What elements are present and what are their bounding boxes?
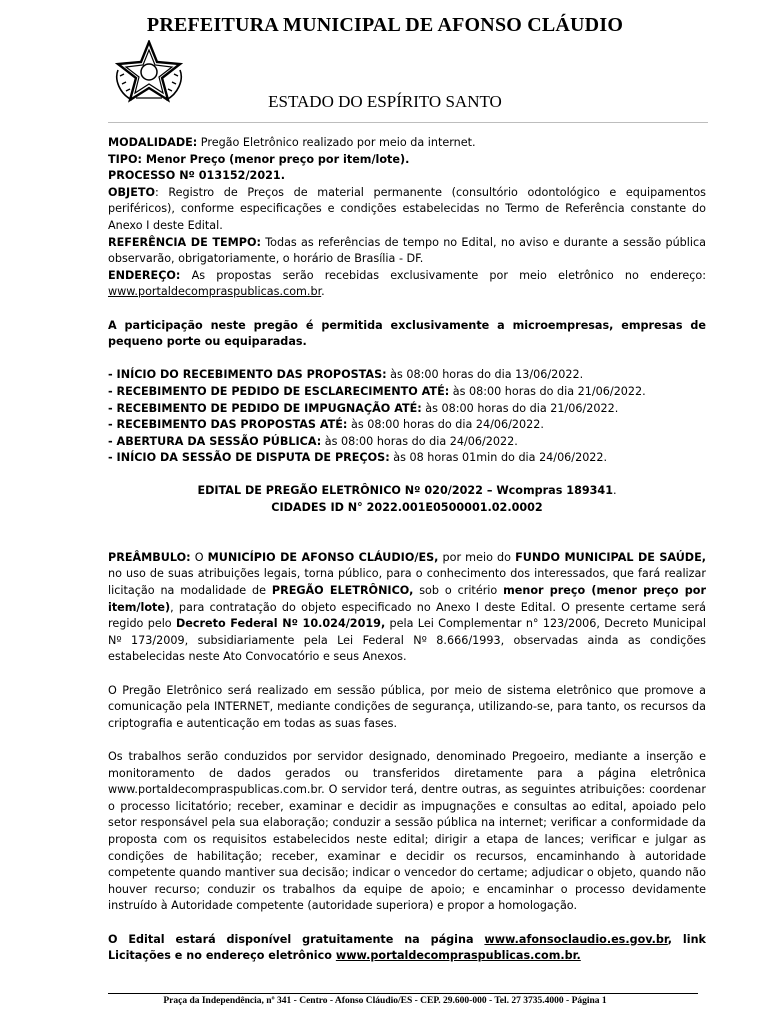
schedule-item xyxy=(108,384,706,401)
preambulo-text: sob o critério xyxy=(413,584,504,598)
edital-line1: EDITAL DE PREGÃO ELETRÔNICO Nº 020/2022 – Wcompras 189341 xyxy=(197,484,613,498)
schedule-value: às 08:00 horas do dia 24/06/2022. xyxy=(347,418,544,432)
objeto-paragraph xyxy=(108,185,706,235)
works-paragraph: Os trabalhos serão conduzidos por servidor designado, denominado Pregoeiro, mediante a inserção e monitoramento de dados gerados ou transferidos diretamente para a página eletrônica www.portaldecompraspublicas.com.br. O servidor terá, dentre outras, as seguintes atribuições: coordenar o processo licitatório; receber, examinar e decidir as impugnações e consultas ao edital, apoiado pelo setor responsável pela sua elaboração; conduzir a sessão pública na internet; verificar a conformidade da proposta com os requisitos estabelecidos neste edital; dirigir a etapa de lances; verificar e julgar as condições de habilitação; receber, examinar e decidir os recursos, encaminhando à autoridade competente quando mantiver sua decisão; indicar o vencedor do certame; adjudicar o objeto, quando não houver recurso; conduzir os trabalhos da equipe de apoio; e encaminhar o processo devidamente instruído à Autoridade competente (autoridade superiora) e propor a homologação. xyxy=(108,749,706,913)
modalidade-value: Pregão Eletrônico realizado por meio da internet. xyxy=(197,136,476,149)
objeto-value: : Registro de Preços de material permanente (consultório odontológico e equipamentos periféricos), conforme especificações e condições estabelecidas no Termo de Referência constante do Anexo I deste Edital. xyxy=(108,185,706,232)
criterio-text: menor preço (menor preço por item/lote) xyxy=(108,584,707,614)
municipio-name: MUNICÍPIO DE AFONSO CLÁUDIO/ES, xyxy=(207,550,439,564)
page-title: PREFEITURA MUNICIPAL DE AFONSO CLÁUDIO xyxy=(146,14,624,36)
schedule-label: - RECEBIMENTO DE PEDIDO DE IMPUGNAÇÃO ATÉ: xyxy=(108,401,422,415)
schedule-item xyxy=(108,367,706,384)
availability-text: O Edital estará disponível gratuitamente na página xyxy=(108,932,485,946)
processo-line xyxy=(108,168,706,185)
preambulo-text: no uso de suas atribuições legais, torna público, para o conhecimento dos interessados, que fará realizar licitação na modalidade de xyxy=(108,567,706,598)
fundo-name: FUNDO MUNICIPAL DE SAÚDE, xyxy=(515,550,706,564)
edital-line2: CIDADES ID N° 2022.001E0500001.02.0002 xyxy=(271,501,543,515)
endereco-value: As propostas serão recebidas exclusivamente por meio eletrônico no endereço: xyxy=(180,268,706,282)
preambulo-label: PREÂMBULO: xyxy=(108,550,191,564)
processo-text: PROCESSO Nº 013152/2021. xyxy=(108,169,285,183)
schedule-item xyxy=(108,417,706,434)
preambulo-text: O xyxy=(190,550,208,564)
availability-text: , link Licitações e no endereço eletrônico xyxy=(108,932,706,963)
referencia-value: Todas as referências de tempo no Edital, no aviso e durante a sessão pública observarão, obrigatoriamente, o horário de Brasília - DF. xyxy=(108,235,706,266)
state-name: ESTADO DO ESPÍRITO SANTO xyxy=(268,92,502,111)
prefeitura-link[interactable]: www.afonsoclaudio.es.gov.br xyxy=(484,932,668,946)
schedule-label: - RECEBIMENTO DE PEDIDO DE ESCLARECIMENTO ATÉ: xyxy=(108,384,450,398)
schedule-item xyxy=(108,401,706,418)
schedule-value: às 08 horas 01min do dia 24/06/2022. xyxy=(389,451,608,465)
endereco-paragraph xyxy=(108,268,706,301)
modalidade-line xyxy=(108,135,706,152)
participation-notice xyxy=(108,318,706,351)
tipo-text: TIPO: Menor Preço (menor preço por item/lote). xyxy=(108,152,410,166)
header-divider xyxy=(108,122,708,123)
edital-line1-end: . xyxy=(613,484,617,498)
preambulo-text: , para contratação do objeto especificado no Anexo I deste Edital. O presente certame será regido pelo xyxy=(108,600,706,631)
schedule-value: às 08:00 horas do dia 21/06/2022. xyxy=(421,401,619,415)
schedule-value: às 08:00 horas do dia 13/06/2022. xyxy=(386,368,584,382)
portal-link[interactable]: www.portaldecompraspublicas.com.br. xyxy=(335,949,581,963)
preambulo-text: pela Lei Complementar n° 123/2006, Decreto Municipal Nº 173/2009, subsidiariamente pela Lei Federal Nº 8.666/1993, observadas ainda as condições estabelecidas neste Ato Convocatório e seus Anexos. xyxy=(108,617,706,664)
objeto-label: OBJETO xyxy=(108,185,155,199)
endereco-label: ENDEREÇO: xyxy=(108,268,181,282)
document-body xyxy=(108,135,706,965)
endereco-end: . xyxy=(321,285,325,299)
schedule-label: - ABERTURA DA SESSÃO PÚBLICA: xyxy=(108,434,322,448)
edital-title xyxy=(108,483,706,500)
preambulo-paragraph xyxy=(108,550,706,666)
modalidade-name: PREGÃO ELETRÔNICO, xyxy=(271,584,414,598)
schedule-label: - RECEBIMENTO DAS PROPOSTAS ATÉ: xyxy=(108,418,348,432)
preambulo-text: por meio do xyxy=(438,550,516,564)
schedule-value: às 08:00 horas do dia 21/06/2022. xyxy=(449,384,646,398)
session-paragraph: O Pregão Eletrônico será realizado em sessão pública, por meio de sistema eletrônico que promove a comunicação pela INTERNET, mediante condições de segurança, utilizando-se, para tanto, os recursos da criptografia e autenticação em todas as suas fases. xyxy=(108,683,706,730)
cidades-id xyxy=(108,500,706,517)
availability-paragraph xyxy=(108,932,706,965)
referencia-paragraph xyxy=(108,235,706,268)
page-footer: Praça da Independência, nº 341 - Centro - Afonso Cláudio/ES - CEP. 29.600-000 - Tel. 27 3735.4000 - Página 1 xyxy=(163,996,607,1006)
portal-link[interactable]: www.portaldecompraspublicas.com.br xyxy=(108,285,322,299)
schedule-item xyxy=(108,434,706,451)
decreto-text: Decreto Federal Nº 10.024/2019, xyxy=(175,617,386,631)
schedule-label: - INÍCIO DO RECEBIMENTO DAS PROPOSTAS: xyxy=(108,368,387,382)
schedule-value: às 08:00 horas do dia 24/06/2022. xyxy=(321,434,518,448)
modalidade-label: MODALIDADE: xyxy=(108,136,198,149)
schedule-label: - INÍCIO DA SESSÃO DE DISPUTA DE PREÇOS: xyxy=(108,451,390,465)
referencia-label: REFERÊNCIA DE TEMPO: xyxy=(108,235,261,249)
tipo-line xyxy=(108,152,706,169)
schedule-item xyxy=(108,450,706,467)
footer-divider xyxy=(108,993,698,994)
participation-text: A participação neste pregão é permitida exclusivamente a microempresas, empresas de pequeno porte ou equiparadas. xyxy=(108,318,706,349)
